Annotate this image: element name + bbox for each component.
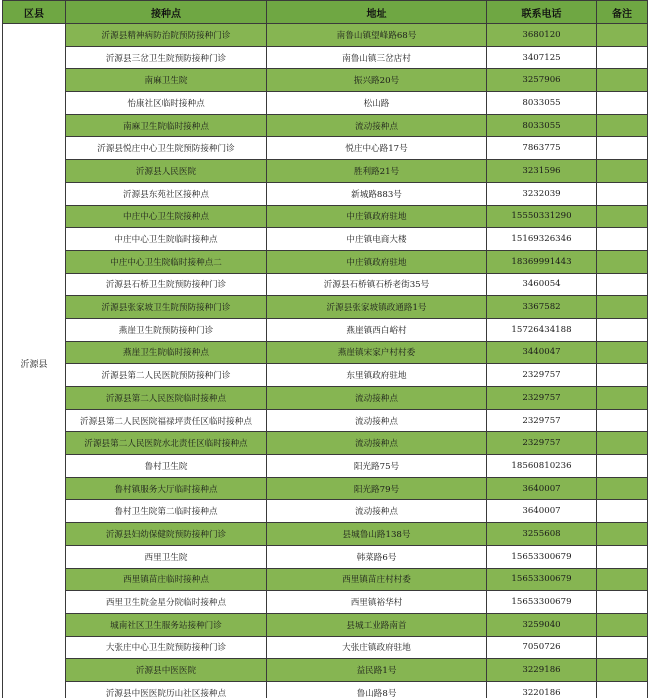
site-cell: 西里卫生院金星分院临时接种点	[66, 591, 267, 614]
address-cell: 新城路883号	[267, 182, 487, 205]
header-district: 区县	[3, 1, 66, 24]
phone-cell: 2329757	[487, 409, 597, 432]
site-cell: 沂源县中医医院	[66, 659, 267, 682]
site-cell: 中庄中心卫生院临时接种点二	[66, 250, 267, 273]
note-cell	[597, 318, 648, 341]
address-cell: 悦庄中心路17号	[267, 137, 487, 160]
note-cell	[597, 500, 648, 523]
site-cell: 燕崖卫生院预防接种门诊	[66, 318, 267, 341]
site-cell: 西里镇苗庄临时接种点	[66, 568, 267, 591]
table-row	[3, 46, 648, 69]
site-cell: 沂源县人民医院	[66, 160, 267, 183]
table-header	[3, 1, 648, 24]
note-cell	[597, 432, 648, 455]
address-cell: 燕崖镇宋家户村村委	[267, 341, 487, 364]
address-cell: 大张庄镇政府驻地	[267, 636, 487, 659]
site-cell: 中庄中心卫生院临时接种点	[66, 228, 267, 251]
table-row	[3, 568, 648, 591]
table-row	[3, 114, 648, 137]
note-cell	[597, 160, 648, 183]
address-cell: 沂源县石桥镇石桥老街35号	[267, 273, 487, 296]
address-cell: 松山路	[267, 92, 487, 115]
phone-cell: 8033055	[487, 114, 597, 137]
address-cell: 鲁山路8号	[267, 681, 487, 698]
table-row	[3, 69, 648, 92]
note-cell	[597, 545, 648, 568]
table-row	[3, 92, 648, 115]
address-cell: 县城工业路南首	[267, 613, 487, 636]
site-cell: 沂源县妇幼保健院预防接种门诊	[66, 523, 267, 546]
phone-cell: 3257906	[487, 69, 597, 92]
address-cell: 振兴路20号	[267, 69, 487, 92]
phone-cell: 15169326346	[487, 228, 597, 251]
address-cell: 县城鲁山路138号	[267, 523, 487, 546]
address-cell: 中庄镇政府驻地	[267, 205, 487, 228]
phone-cell: 15653300679	[487, 568, 597, 591]
note-cell	[597, 477, 648, 500]
phone-cell: 8033055	[487, 92, 597, 115]
phone-cell: 3229186	[487, 659, 597, 682]
phone-cell: 15726434188	[487, 318, 597, 341]
table-row	[3, 523, 648, 546]
note-cell	[597, 114, 648, 137]
note-cell	[597, 296, 648, 319]
table-row	[3, 659, 648, 682]
phone-cell: 3232039	[487, 182, 597, 205]
table-row	[3, 205, 648, 228]
phone-cell: 3680120	[487, 24, 597, 47]
table-row	[3, 160, 648, 183]
table-row	[3, 273, 648, 296]
phone-cell: 15550331290	[487, 205, 597, 228]
site-cell: 中庄中心卫生院接种点	[66, 205, 267, 228]
table-row	[3, 613, 648, 636]
site-cell: 沂源县第二人民医院预防接种门诊	[66, 364, 267, 387]
district-cell: 沂源县	[3, 24, 66, 698]
site-cell: 南麻卫生院临时接种点	[66, 114, 267, 137]
note-cell	[597, 613, 648, 636]
table-row	[3, 477, 648, 500]
table-row	[3, 250, 648, 273]
note-cell	[597, 182, 648, 205]
table-row	[3, 545, 648, 568]
table-body	[3, 24, 648, 698]
phone-cell: 7050726	[487, 636, 597, 659]
phone-cell: 7863775	[487, 137, 597, 160]
table-row	[3, 296, 648, 319]
note-cell	[597, 341, 648, 364]
phone-cell: 3367582	[487, 296, 597, 319]
address-cell: 沂源县张家坡镇政通路1号	[267, 296, 487, 319]
note-cell	[597, 46, 648, 69]
table-row	[3, 455, 648, 478]
note-cell	[597, 568, 648, 591]
phone-cell: 3255608	[487, 523, 597, 546]
phone-cell: 15653300679	[487, 591, 597, 614]
table-row	[3, 318, 648, 341]
phone-cell: 2329757	[487, 387, 597, 410]
site-cell: 燕崖卫生院临时接种点	[66, 341, 267, 364]
site-cell: 鲁村卫生院第二临时接种点	[66, 500, 267, 523]
phone-cell: 18560810236	[487, 455, 597, 478]
table-row	[3, 182, 648, 205]
note-cell	[597, 228, 648, 251]
phone-cell: 18369991443	[487, 250, 597, 273]
site-cell: 大张庄中心卫生院预防接种门诊	[66, 636, 267, 659]
table-row	[3, 409, 648, 432]
address-cell: 西里镇裕华村	[267, 591, 487, 614]
site-cell: 鲁村镇服务大厅临时接种点	[66, 477, 267, 500]
header-address: 地址	[267, 1, 487, 24]
address-cell: 阳光路79号	[267, 477, 487, 500]
address-cell: 韩菜路6号	[267, 545, 487, 568]
note-cell	[597, 455, 648, 478]
table-row	[3, 636, 648, 659]
note-cell	[597, 387, 648, 410]
site-cell: 鲁村卫生院	[66, 455, 267, 478]
site-cell: 沂源县悦庄中心卫生院预防接种门诊	[66, 137, 267, 160]
address-cell: 阳光路75号	[267, 455, 487, 478]
site-cell: 沂源县石桥卫生院预防接种门诊	[66, 273, 267, 296]
phone-cell: 3640007	[487, 500, 597, 523]
phone-cell: 3231596	[487, 160, 597, 183]
phone-cell: 3640007	[487, 477, 597, 500]
table-row	[3, 137, 648, 160]
table-row	[3, 387, 648, 410]
table-row	[3, 364, 648, 387]
table-row	[3, 681, 648, 698]
header-note: 备注	[597, 1, 648, 24]
site-cell: 沂源县三岔卫生院预防接种门诊	[66, 46, 267, 69]
address-cell: 流动接种点	[267, 500, 487, 523]
address-cell: 流动接种点	[267, 409, 487, 432]
phone-cell: 3460054	[487, 273, 597, 296]
site-cell: 沂源县第二人民医院临时接种点	[66, 387, 267, 410]
phone-cell: 3407125	[487, 46, 597, 69]
note-cell	[597, 523, 648, 546]
note-cell	[597, 591, 648, 614]
site-cell: 沂源县精神病防治院预防接种门诊	[66, 24, 267, 47]
phone-cell: 3440047	[487, 341, 597, 364]
site-cell: 沂源县东苑社区接种点	[66, 182, 267, 205]
address-cell: 流动接种点	[267, 387, 487, 410]
header-phone: 联系电话	[487, 1, 597, 24]
note-cell	[597, 92, 648, 115]
site-cell: 沂源县张家坡卫生院预防接种门诊	[66, 296, 267, 319]
note-cell	[597, 137, 648, 160]
table-row	[3, 432, 648, 455]
address-cell: 胜利路21号	[267, 160, 487, 183]
site-cell: 西里卫生院	[66, 545, 267, 568]
note-cell	[597, 69, 648, 92]
note-cell	[597, 681, 648, 698]
header-row	[3, 1, 648, 24]
site-cell: 沂源县中医医院历山社区接种点	[66, 681, 267, 698]
site-cell: 沂源县第二人民医院福禄坪责任区临时接种点	[66, 409, 267, 432]
address-cell: 燕崖镇西白峪村	[267, 318, 487, 341]
address-cell: 中庄镇政府驻地	[267, 250, 487, 273]
note-cell	[597, 659, 648, 682]
note-cell	[597, 205, 648, 228]
note-cell	[597, 364, 648, 387]
site-cell: 怡康社区临时接种点	[66, 92, 267, 115]
table-row	[3, 228, 648, 251]
address-cell: 西里镇苗庄村村委	[267, 568, 487, 591]
phone-cell: 3220186	[487, 681, 597, 698]
phone-cell: 3259040	[487, 613, 597, 636]
note-cell	[597, 636, 648, 659]
note-cell	[597, 24, 648, 47]
phone-cell: 2329757	[487, 364, 597, 387]
address-cell: 流动接种点	[267, 114, 487, 137]
phone-cell: 2329757	[487, 432, 597, 455]
note-cell	[597, 273, 648, 296]
table-row	[3, 500, 648, 523]
header-site: 接种点	[66, 1, 267, 24]
address-cell: 流动接种点	[267, 432, 487, 455]
site-cell: 沂源县第二人民医院水北责任区临时接种点	[66, 432, 267, 455]
site-cell: 城南社区卫生服务站接种门诊	[66, 613, 267, 636]
address-cell: 南鲁山镇三岔店村	[267, 46, 487, 69]
note-cell	[597, 409, 648, 432]
vaccination-sites-table	[2, 0, 648, 698]
table-row	[3, 24, 648, 47]
table-row	[3, 591, 648, 614]
address-cell: 益民路1号	[267, 659, 487, 682]
note-cell	[597, 250, 648, 273]
address-cell: 东里镇政府驻地	[267, 364, 487, 387]
table-row	[3, 341, 648, 364]
site-cell: 南麻卫生院	[66, 69, 267, 92]
address-cell: 中庄镇电商大楼	[267, 228, 487, 251]
address-cell: 南鲁山镇望峰路68号	[267, 24, 487, 47]
phone-cell: 15653300679	[487, 545, 597, 568]
